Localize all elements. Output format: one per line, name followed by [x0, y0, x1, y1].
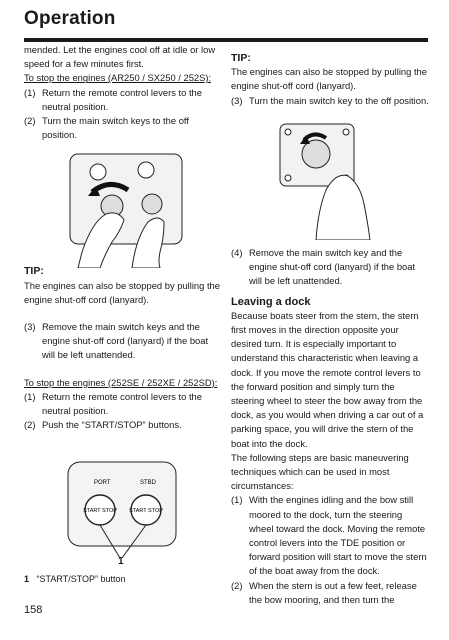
header-rule — [24, 38, 428, 42]
page-number: 158 — [24, 604, 43, 616]
item-text: Turn the main switch key to the off position. — [249, 94, 429, 106]
item-text: When the stern is out a few feet, release the bow mooring, and then turn the — [249, 579, 417, 605]
start-stop-photo — [64, 458, 180, 568]
tip-text: The engines can also be stopped by pulling the engine shut-off cord (lanyard). — [231, 66, 427, 92]
item-text: Remove the main switch keys and the engine shut-off cord (lanyard) if the boat will be left unattended. — [42, 321, 209, 361]
list-item — [24, 390, 220, 418]
list-item — [24, 418, 220, 432]
stop-heading-1: To stop the engines (AR250 / SX250 / 252S): — [24, 72, 212, 84]
item-number: (2) — [24, 115, 36, 127]
caption-number: 1 — [24, 574, 30, 584]
list-item — [231, 579, 429, 607]
page-header — [24, 8, 428, 30]
item-text: With the engines idling and the bow still moored to the dock, turn the steering wheel toward the dock. Moving the remote control levers into the TDE position or forward position will start to move the stern of the boat away from the dock. — [249, 494, 427, 577]
section-heading: Leaving a dock — [231, 295, 311, 308]
item-text: Return the remote control levers to the neutral position. — [42, 86, 202, 112]
item-number: (3) — [231, 94, 243, 106]
item-number: (2) — [24, 419, 36, 431]
item-number: (3) — [24, 321, 36, 333]
page-title: Operation — [24, 8, 116, 29]
right-column-lower — [231, 246, 429, 607]
tip-text: The engines can also be stopped by pulling the engine shut-off cord (lanyard). — [24, 279, 220, 305]
start-stop-stbd-label: START STOP — [129, 508, 163, 514]
list-item — [231, 246, 429, 289]
right-column — [231, 43, 429, 108]
main-switch-photo — [62, 152, 190, 268]
intro-text: mended. Let the engines cool off at idle or low speed for a few minutes first. — [24, 44, 216, 70]
callout-number: 1 — [118, 556, 124, 567]
list-item — [231, 493, 429, 578]
tip-label: TIP: — [24, 265, 44, 278]
item-number: (4) — [231, 247, 243, 258]
paragraph: The following steps are basic maneuvering techniques which can be used in most circumstances: — [231, 451, 409, 492]
stop-heading-2: To stop the engines (252SE / 252XE / 252SD): — [24, 376, 218, 388]
start-stop-port-label: START STOP — [83, 508, 117, 514]
main-switch-key-photo — [270, 120, 378, 240]
list-item — [231, 94, 429, 108]
stbd-label: STBD — [140, 480, 157, 486]
list-item — [24, 114, 220, 142]
paragraph: Because boats steer from the stern, the stern first moves in the direction opposite your desired turn. It is especially important to understand this characteristic when leaving a dock. If you move the remote control levers to the forward position and simply turn the steering wheel to steer the bow away from the dock, as you would when driving a car out of a parking space, you will drive the stern of the boat into the dock. — [231, 309, 424, 449]
figure-caption — [24, 574, 126, 584]
item-text: Turn the main switch keys to the off position. — [42, 115, 189, 141]
item-number: (2) — [231, 579, 243, 591]
tip-label: TIP: — [231, 52, 251, 64]
item-text: Push the “START/STOP” buttons. — [42, 419, 182, 431]
item-text: Remove the main switch key and the engine shut-off cord (lanyard) if the boat will be left unattended. — [249, 247, 416, 287]
item-number: (1) — [24, 390, 36, 402]
caption-text: “START/STOP” button — [36, 574, 126, 584]
port-label: PORT — [94, 480, 111, 486]
item-number: (1) — [231, 494, 243, 506]
item-text: Return the remote control levers to the neutral position. — [42, 390, 202, 417]
list-item — [24, 86, 220, 114]
item-number: (1) — [24, 86, 36, 98]
list-item — [24, 320, 220, 363]
